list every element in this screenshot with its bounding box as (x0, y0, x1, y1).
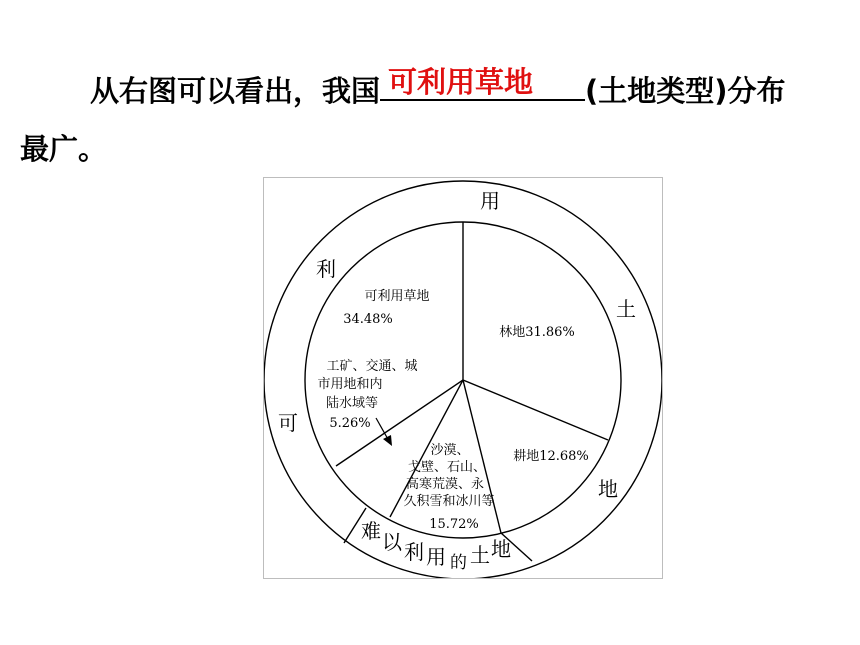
slice-label-desert-line-2: 高寒荒漠、永 (405, 477, 485, 492)
slice-label-forest (499, 324, 575, 340)
ring-char-yi: 以 (382, 530, 402, 554)
ring-char-de: 的 (450, 553, 467, 573)
answer-blank (380, 65, 585, 101)
slice-label-farmland-line-0: 耕地12.68% (513, 449, 589, 464)
slice-label-desert-line-3: 久积雪和冰川等 (403, 494, 495, 509)
slice-label-urban-line-1: 市用地和内 (317, 377, 383, 392)
slice-label-urban-line-2: 陆水域等 (325, 396, 379, 411)
ring-char-ke: 可 (278, 411, 298, 435)
boundary-farmland-start (463, 380, 608, 440)
slice-label-grassland-line-0: 可利用草地 (364, 289, 430, 304)
slice-label-desert-line-1: 戈壁、石山、 (407, 460, 487, 475)
question-prefix: 从右图可以看出，我国 (90, 74, 381, 108)
slice-label-farmland (513, 448, 589, 464)
pie-chart-svg (264, 178, 662, 578)
land-use-pie-figure (263, 177, 663, 579)
urban-pointer-arrow (376, 418, 392, 446)
ring-char-yong: 用 (480, 189, 500, 213)
question-line-2: 最广。 (20, 132, 108, 166)
ring-char-yong2: 用 (426, 545, 446, 569)
ring-char-nan: 难 (361, 519, 381, 543)
slice-label-urban-line-0: 工矿、交通、城 (326, 359, 418, 374)
ring-char-di: 地 (598, 477, 618, 501)
ring-char-li: 利 (316, 257, 336, 281)
slice-label-grassland-line-1: 34.48% (343, 312, 393, 327)
slice-label-desert-line-0: 沙漠、 (430, 443, 470, 458)
slice-label-desert-line-4: 15.72% (429, 517, 479, 532)
slice-label-desert (403, 442, 494, 532)
ring-char-tu2: 土 (470, 543, 490, 567)
ring-char-tu: 土 (616, 297, 636, 321)
question-line-1 (90, 62, 786, 120)
slice-label-forest-line-0: 林地31.86% (499, 325, 575, 340)
ring-char-li2: 利 (404, 540, 424, 564)
question-suffix: (土地类型)分布 (585, 74, 786, 108)
answer-text: 可利用草地 (388, 65, 534, 99)
ring-char-di2: 地 (491, 537, 511, 561)
slice-label-grassland (343, 288, 429, 327)
slice-label-urban-line-3: 5.26% (329, 416, 371, 431)
